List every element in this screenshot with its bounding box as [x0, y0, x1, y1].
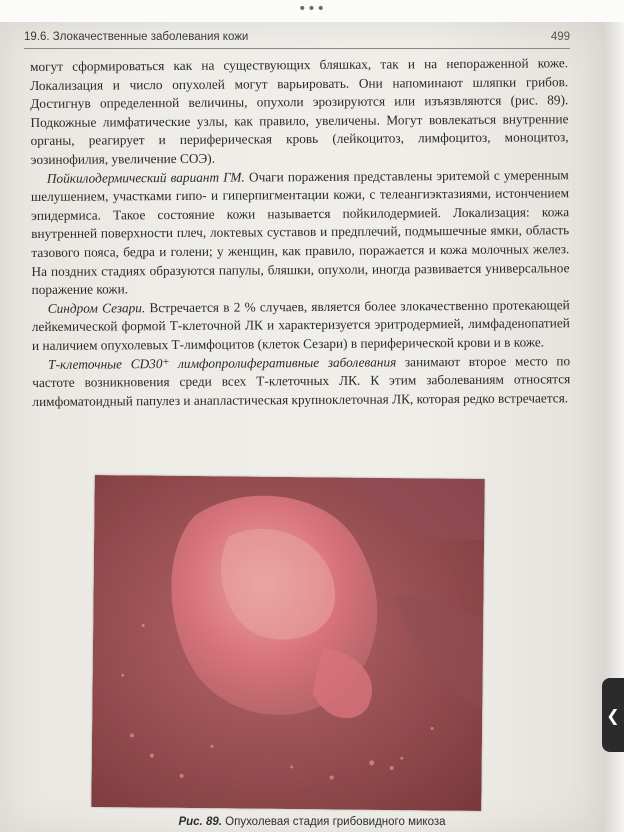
- paragraph-text: Очаги поражения представлены эритемой с умеренным шелушением, участками гипо- и гиперпигментации кожи, с телеангиэктазиями, истончением эпидермиса. Такое состояние кожи называется пойкилодермией. Локализация: кожа внутренней поверхности плеч, локтевых суставов и предплечий, подмышечные ямки, область тазового пояса, бедра и голени; у женщин, как правило, поражается и кожа молочных желез. На поздних стадиях образуются папулы, бляшки, опухоли, иногда развивается универсальное поражение кожи.: [30, 166, 570, 298]
- italic-term: Пойкилодермический вариант ГМ.: [46, 169, 245, 186]
- body-text: [30, 54, 570, 411]
- figure-caption: [132, 816, 492, 828]
- figure-caption-text: Опухолевая стадия грибовидного микоза: [225, 816, 446, 828]
- running-head: [24, 30, 570, 49]
- book-page: [0, 22, 604, 832]
- paragraph: [31, 166, 570, 300]
- paragraph-text: Встречается в 2 % случаев, является более злокачественно протекающей лейкемической формой Т-клеточной ЛК и характеризуется эритродермией, лимфаденопатией и наличием опухолевых Т-лимфоцитов (клеток Сезари) в периферической крови и в коже.: [31, 296, 570, 353]
- paragraph: [32, 296, 570, 356]
- figure-89-photo: [91, 475, 484, 811]
- italic-term: Т-клеточные CD30⁺ лимфопролиферативные заболевания: [48, 353, 397, 372]
- figure-label: Рис. 89.: [178, 816, 222, 828]
- paragraph: [30, 54, 569, 169]
- more-options-icon[interactable]: •••: [298, 1, 326, 17]
- skin-lesion-photo: [91, 475, 484, 811]
- page-number: 499: [550, 31, 570, 43]
- chapter-title: 19.6. Злокачественные заболевания кожи: [24, 31, 249, 43]
- collapse-panel-icon[interactable]: ❮: [602, 678, 624, 752]
- paragraph-text: могут сформироваться как на существующих бляшках, так и на непораженной коже. Локализация и число опухолей могут варьировать. Они напоминают шляпки грибов. Достигнув определенной величины, опухоли эрозируются или изъязвляются (рис. 89). Подкожные лимфатические узлы, как правило, увеличены. Могут вовлекаться внутренние органы, реагирует и периферическая кровь (лейкоцитоз, лимфоцитоз, моноцитоз, эозинофилия, увеличение СОЭ).: [30, 55, 569, 167]
- paragraph-text: занимают второе место по частоте возникновения среди всех Т-клеточных ЛК. К этим заболеваниям относятся лимфоматоидный папулез и анапластическая крупноклеточная ЛК, которая редко встречается.: [32, 352, 571, 409]
- italic-term: Синдром Сезари.: [47, 299, 146, 316]
- viewer-toolbar: [0, 0, 624, 22]
- paragraph: [32, 352, 570, 412]
